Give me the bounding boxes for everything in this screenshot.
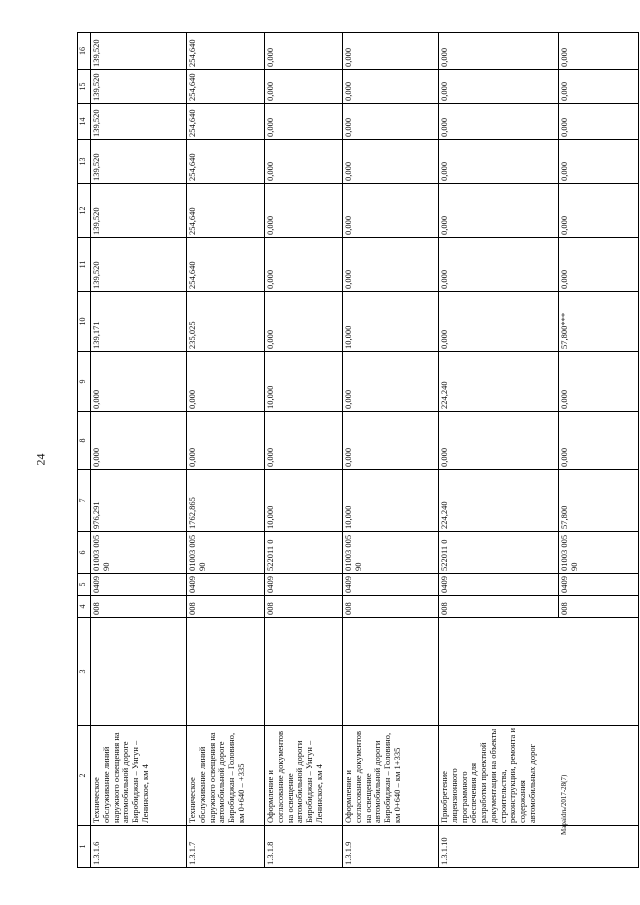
value-cell: 0,000 [265,184,343,238]
table-row [265,33,343,868]
col-header: 9 [78,352,91,412]
value-cell: 0,000 [559,33,639,70]
value-cell: 008 [439,596,559,618]
document-footer: Мараidrь/2017-28(7) [560,774,568,835]
col-header: 13 [78,140,91,184]
value-cell: 224,240 [439,470,559,532]
table-row [439,33,559,868]
value-cell: 0,000 [439,70,559,104]
col-header: 14 [78,104,91,140]
col-header: 16 [78,33,91,70]
value-cell: 0,000 [343,104,439,140]
value-cell: 0,000 [187,352,265,412]
value-cell: 10,000 [343,470,439,532]
value-cell: 1762,865 [187,470,265,532]
value-cell: 0,000 [559,238,639,292]
value-cell: 008 [91,596,187,618]
col-header: 6 [78,532,91,574]
value-cell: 0409 [343,574,439,596]
code-cell: 01003 00590 [343,532,439,574]
table-row [91,33,187,868]
value-cell: 0,000 [265,292,343,352]
value-cell: 254,640 [187,104,265,140]
value-cell: 254,640 [187,140,265,184]
value-cell: 0,000 [343,140,439,184]
col-header: 15 [78,70,91,104]
col-header: 2 [78,726,91,826]
row-name-cell: Техническое обслуживание линий наружного освещения на автомобильной дороге Биробиджан – Унгун – Ленинское, км 4 [91,726,187,826]
value-cell: 57,800*** [559,292,639,352]
value-cell: 254,640 [187,70,265,104]
col-header: 4 [78,596,91,618]
budget-table-sheet [77,33,609,868]
value-cell: 0,000 [343,33,439,70]
value-cell: 0,000 [439,238,559,292]
value-cell: 139,171 [91,292,187,352]
table-row [343,33,439,868]
value-cell: 0,000 [439,33,559,70]
value-cell: 0409 [439,574,559,596]
value-cell: 0,000 [343,184,439,238]
value-cell: 0,000 [265,70,343,104]
value-cell: 0,000 [265,104,343,140]
table-body [91,33,639,868]
empty-cell [439,618,639,726]
value-cell: 139,520 [91,238,187,292]
value-cell: 0409 [91,574,187,596]
code-cell: 01003 00590 [559,532,639,574]
empty-cell [343,618,439,726]
value-cell: 0,000 [265,33,343,70]
value-cell: 0409 [265,574,343,596]
value-cell: 0409 [559,574,639,596]
value-cell: 0,000 [343,238,439,292]
row-name-cell: Оформление и согласование документов на освещение автомобильной дороги Биробиджан – Головино, км 0+640 – км 1+335 [343,726,439,826]
value-cell: 10,000 [265,470,343,532]
value-cell: 976,291 [91,470,187,532]
value-cell: 0,000 [265,412,343,470]
value-cell: 0,000 [91,412,187,470]
column-number-row [78,33,91,868]
value-cell: 254,640 [187,184,265,238]
col-header: 7 [78,470,91,532]
empty-cell [91,618,187,726]
row-number-cell: 1.3.1.7 [187,826,265,868]
row-number-cell: 1.3.1.6 [91,826,187,868]
budget-table [77,32,639,868]
code-cell: 522011 0 [265,532,343,574]
row-number-cell: 1.3.1.9 [343,826,439,868]
value-cell: 139,520 [91,70,187,104]
value-cell: 0,000 [343,70,439,104]
row-name-cell: Оформление и согласование документов на освещение автомобильной дороги Биробиджан – Унгун – Ленинское, км 4 [265,726,343,826]
empty-cell [187,618,265,726]
value-cell: 008 [559,596,639,618]
row-number-cell: 1.3.1.10 [439,826,639,868]
value-cell: 0409 [187,574,265,596]
col-header: 11 [78,238,91,292]
value-cell: 0,000 [439,184,559,238]
value-cell: 0,000 [559,70,639,104]
value-cell: 0,000 [343,412,439,470]
value-cell: 0,000 [439,292,559,352]
value-cell: 0,000 [439,412,559,470]
col-header: 1 [78,826,91,868]
col-header: 8 [78,412,91,470]
value-cell: 0,000 [559,352,639,412]
value-cell: 0,000 [343,352,439,412]
table-row [187,33,265,868]
code-cell: 522011 0 [439,532,559,574]
value-cell: 10,000 [265,352,343,412]
value-cell: 139,520 [91,184,187,238]
value-cell: 008 [343,596,439,618]
value-cell: 0,000 [559,412,639,470]
value-cell: 0,000 [439,104,559,140]
value-cell: 139,520 [91,104,187,140]
empty-cell [265,618,343,726]
value-cell: 254,640 [187,238,265,292]
value-cell: 57,800 [559,470,639,532]
col-header: 3 [78,618,91,726]
value-cell: 224,240 [439,352,559,412]
value-cell: 254,640 [187,33,265,70]
row-name-cell: Техническое обслуживание линий наружного освещения на автомобильной дороге Биробиджан – Головино, км 0+640 – +335 [187,726,265,826]
value-cell: 10,000 [343,292,439,352]
value-cell: 139,520 [91,140,187,184]
col-header: 5 [78,574,91,596]
col-header: 10 [78,292,91,352]
row-number-cell: 1.3.1.8 [265,826,343,868]
value-cell: 0,000 [91,352,187,412]
value-cell: 008 [265,596,343,618]
row-name-cell: Приобретение лицензионного программного обеспечения для разработки проектной документации на объекты строительства, реконструкции, ремонта и содержания автомобильных дорог [439,726,639,826]
value-cell: 0,000 [559,104,639,140]
page-number: 24 [33,453,48,466]
value-cell: 0,000 [439,140,559,184]
col-header: 12 [78,184,91,238]
value-cell: 235,025 [187,292,265,352]
value-cell: 0,000 [187,412,265,470]
code-cell: 01003 00590 [187,532,265,574]
value-cell: 008 [187,596,265,618]
value-cell: 0,000 [559,184,639,238]
code-cell: 01003 00590 [91,532,187,574]
value-cell: 139,520 [91,33,187,70]
value-cell: 0,000 [265,238,343,292]
value-cell: 0,000 [265,140,343,184]
value-cell: 0,000 [559,140,639,184]
